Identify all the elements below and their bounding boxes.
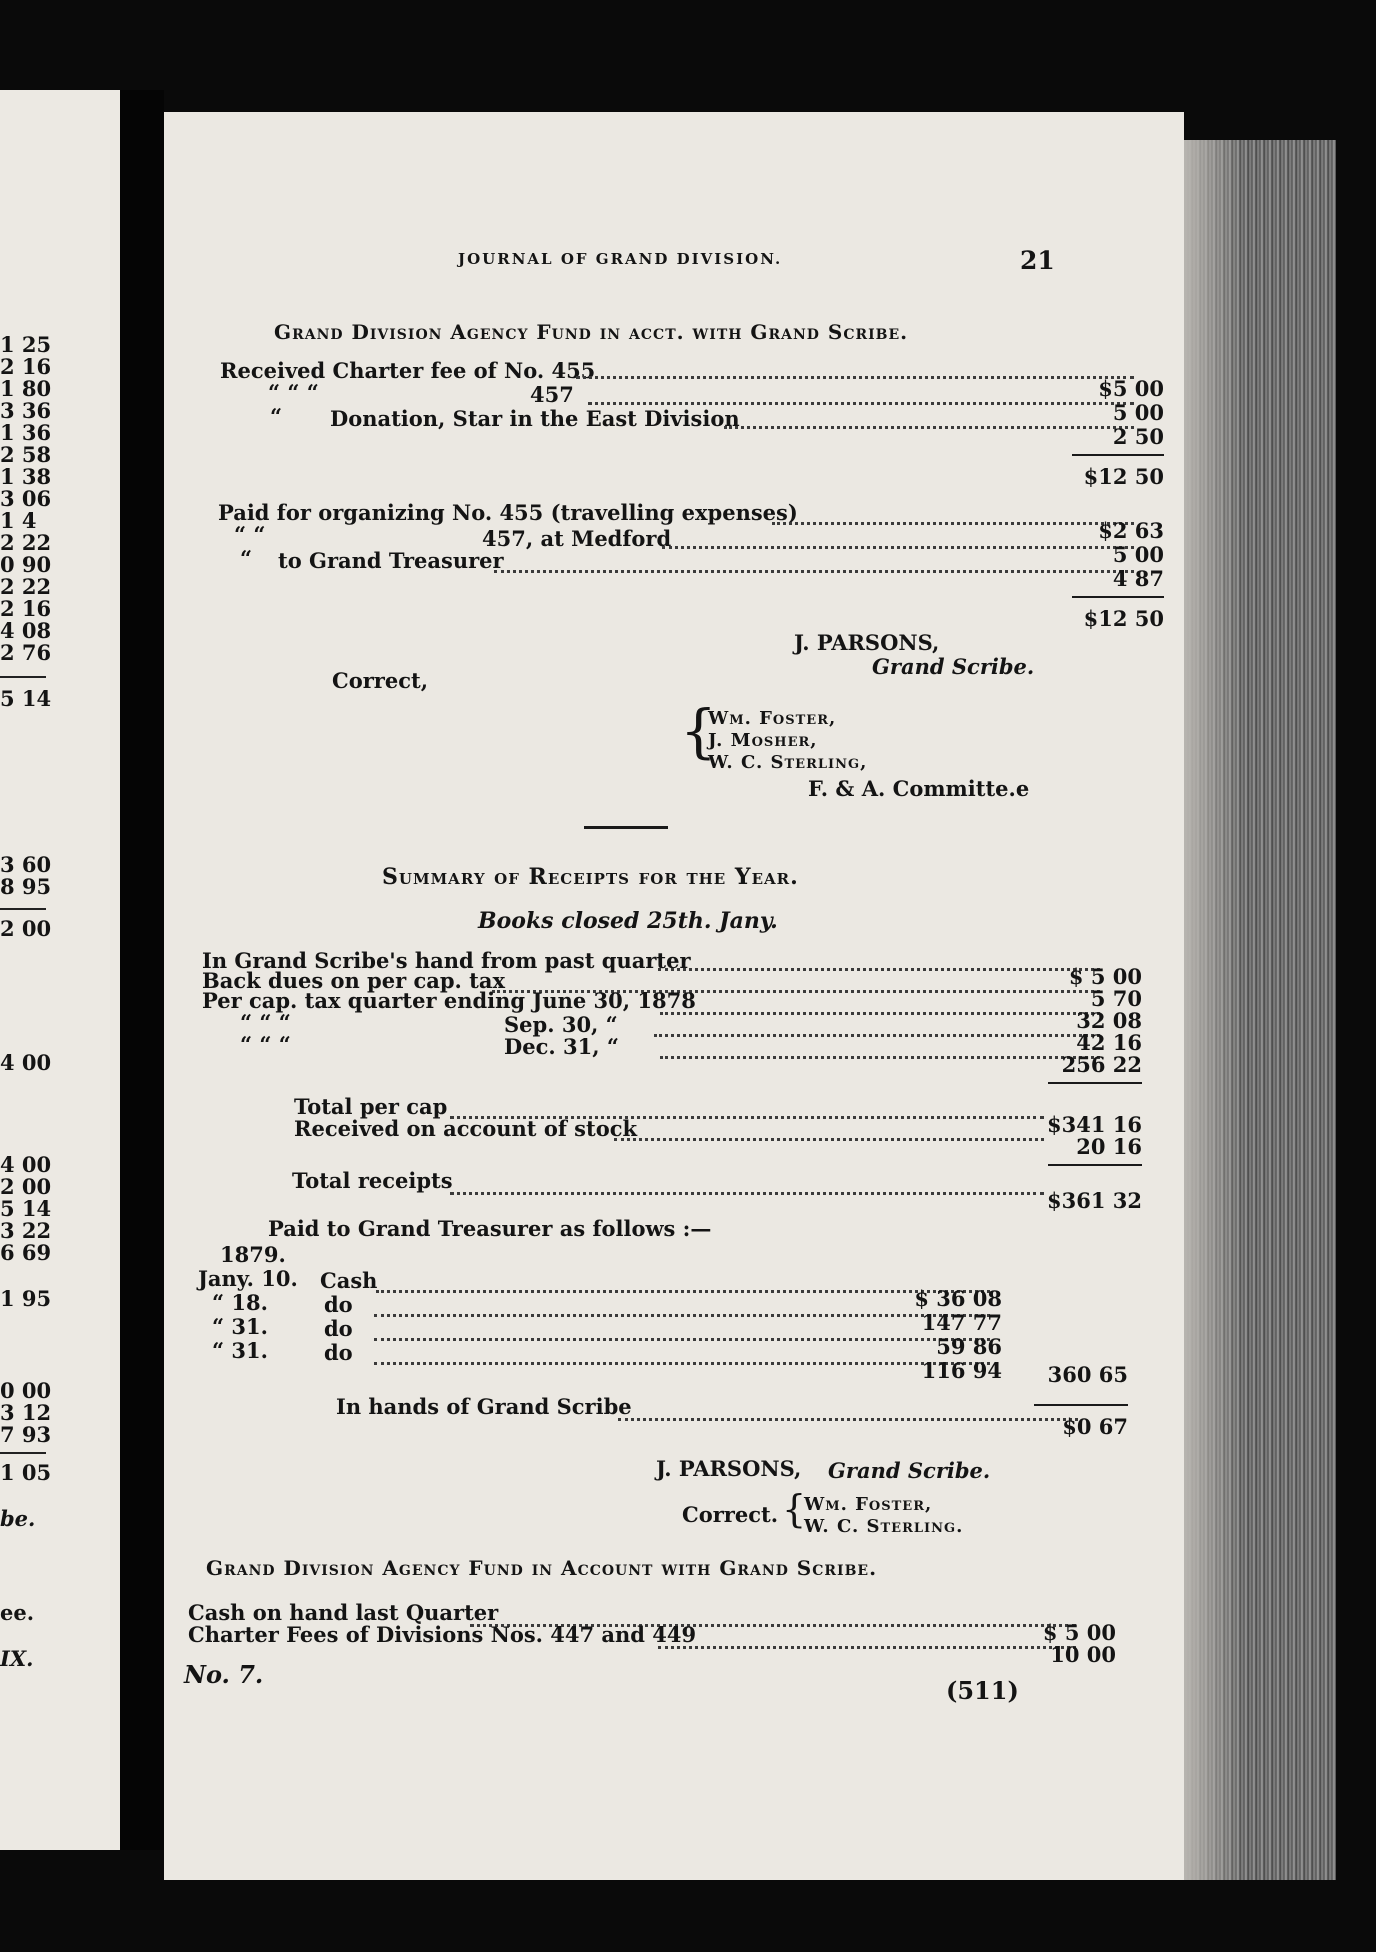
summary-line-label: In Grand Scribe's hand from past quarter [202,948,691,973]
leader-dots [618,1418,1078,1421]
summary-subheading: Books closed 25th. Jany. [478,908,778,934]
ditto-marks: “ “ “ [240,1032,291,1057]
left-fragment: 1 80 [0,376,52,401]
payment-amount: 147 77 [921,1310,1002,1335]
signer-name: J. PARSONS, [794,630,940,655]
summary-line-amount: 42 16 [1076,1030,1142,1055]
left-rule [0,908,46,910]
left-fragment: ee. [0,1600,35,1625]
committee-member: Wm. Foster, [804,1494,933,1515]
summary-line-amount: 32 08 [1076,1008,1142,1033]
left-fragment: 3 36 [0,398,52,423]
payment-amount: $ 36 08 [914,1286,1002,1311]
left-fragment: be. [0,1506,36,1531]
left-fragment: 6 69 [0,1240,52,1265]
received-total: $12 50 [1083,464,1164,489]
leader-dots [614,1138,1044,1141]
fund-line-amount: $ 5 00 [1042,1620,1116,1645]
paid-line-amount: $2 63 [1098,518,1164,543]
left-fragment: 2 58 [0,442,52,467]
ditto-marks: “ “ “ [268,380,319,405]
left-fragment: 8 95 [0,874,52,899]
received-line-amount: 5 00 [1112,400,1164,425]
leader-dots [450,1192,1044,1195]
page-number: 21 [1020,246,1055,275]
total-per-cap: $341 16 [1047,1112,1142,1137]
left-fragment: 2 22 [0,530,52,555]
folio-number: (511) [946,1676,1019,1705]
facing-page-fragment [0,90,120,1850]
left-fragment: 1 4 [0,508,37,533]
brace: { [680,697,717,765]
received-line-amount: 2 50 [1112,424,1164,449]
fund-line-amount: 10 00 [1050,1642,1116,1667]
in-hands-label: In hands of Grand Scribe [336,1394,632,1419]
fund-line-label: Charter Fees of Divisions Nos. 447 and 449 [188,1622,697,1647]
left-fragment: 1 95 [0,1286,52,1311]
left-fragment: 4 00 [0,1152,52,1177]
payment-label: do [324,1340,353,1365]
payment-date: “ 18. [212,1290,268,1315]
section-divider [584,826,668,829]
left-fragment: 1 38 [0,464,52,489]
summary-line-amount: $ 5 00 [1068,964,1142,989]
received-line-label: Received Charter fee of No. 455 [220,358,596,383]
year-label: 1879. [220,1242,286,1267]
signer-title: Grand Scribe. [872,654,1035,679]
left-fragment: 4 00 [0,1050,52,1075]
total-per-cap-label: Total per cap [294,1094,448,1119]
payment-amount: 59 86 [936,1334,1002,1359]
summary-line-label: Sep. 30, “ [504,1012,618,1037]
in-hands-amount: $0 67 [1062,1414,1128,1439]
payment-label: Cash [320,1268,378,1293]
paid-line-amount: 5 00 [1112,542,1164,567]
left-fragment: 2 00 [0,1174,52,1199]
committee-member: W. C. Sterling. [804,1516,964,1537]
agency-fund-heading: Grand Division Agency Fund in Account with Grand Scribe. [206,1556,878,1580]
received-line-amount: $5 00 [1098,376,1164,401]
paid-line-amount: 4 87 [1112,566,1164,591]
committee-member: W. C. Sterling, [708,752,868,773]
payments-total: 360 65 [1047,1362,1128,1387]
left-fragment: 5 14 [0,1196,52,1221]
sum-rule [1034,1404,1128,1406]
agency-fund-heading: Grand Division Agency Fund in acct. with Grand Scribe. [274,320,909,344]
paid-line-label: to Grand Treasurer [278,548,504,573]
sum-rule [1048,1082,1142,1084]
left-fragment: 1 25 [0,332,52,357]
summary-line-label: Back dues on per cap. tax [202,968,505,993]
left-fragment: 7 93 [0,1422,52,1447]
left-fragment: 3 06 [0,486,52,511]
sum-rule [1048,1164,1142,1166]
paid-line-label: Paid for organizing No. 455 (travelling expenses) [218,500,798,525]
left-rule [0,1452,46,1454]
left-fragment: 2 76 [0,640,52,665]
page-edge-shadow [1184,140,1244,1880]
stock-amount: 20 16 [1076,1134,1142,1159]
paid-total: $12 50 [1083,606,1164,631]
ditto-marks: “ [270,404,283,429]
left-fragment: 3 60 [0,852,52,877]
sum-rule [1072,596,1164,598]
correct-label: Correct, [332,668,429,693]
left-fragment: 2 16 [0,596,52,621]
summary-line-label: Dec. 31, “ [504,1034,619,1059]
signer-title: Grand Scribe. [828,1458,991,1483]
total-receipts: $361 32 [1047,1188,1142,1213]
paid-heading: Paid to Grand Treasurer as follows :— [268,1216,712,1241]
received-line-label: Donation, Star in the East Division [330,406,740,431]
book-page [164,112,1184,1880]
sum-rule [1072,454,1164,456]
received-line-label: 457 [530,382,574,407]
left-fragment: 3 12 [0,1400,52,1425]
ditto-marks: “ “ [234,522,266,547]
left-fragment: 2 16 [0,354,52,379]
left-fragment: 1 36 [0,420,52,445]
summary-line-amount: 5 70 [1090,986,1142,1011]
left-fragment: 5 14 [0,686,52,711]
fund-line-label: Cash on hand last Quarter [188,1600,499,1625]
leader-dots [494,570,1134,573]
left-fragment: 3 22 [0,1218,52,1243]
book-gutter [120,90,164,1850]
left-fragment: 4 08 [0,618,52,643]
summary-line-label: Per cap. tax quarter ending June 30, 1878 [202,988,696,1013]
left-fragment: IX. [0,1646,34,1671]
correct-label: Correct. [682,1502,779,1527]
total-receipts-label: Total receipts [292,1168,453,1193]
signer-name: J. PARSONS, [656,1456,802,1481]
committee-member: Wm. Foster, [708,708,837,729]
paid-line-label: 457, at Medford [482,526,672,551]
stock-label: Received on account of stock [294,1116,638,1141]
left-fragment: 2 00 [0,916,52,941]
left-rule [0,676,46,678]
payment-label: do [324,1316,353,1341]
ditto-marks: “ “ “ [240,1010,291,1035]
summary-heading: Summary of Receipts for the Year. [382,864,799,890]
left-fragment: 2 22 [0,574,52,599]
summary-line-amount: 256 22 [1061,1052,1142,1077]
payment-date: “ 31. [212,1338,268,1363]
running-head-title: JOURNAL OF GRAND DIVISION. [458,250,783,268]
left-fragment: 0 00 [0,1378,52,1403]
payment-date: “ 31. [212,1314,268,1339]
committee-title: F. & A. Committe.e [808,776,1030,801]
brace: { [782,1487,807,1531]
signature-mark: No. 7. [184,1660,264,1689]
ditto-marks: “ [240,546,253,571]
payment-amount: 116 94 [921,1358,1002,1383]
leader-dots [576,376,1134,379]
payment-label: do [324,1292,353,1317]
committee-member: J. Mosher, [708,730,818,751]
payment-date: Jany. 10. [198,1266,298,1291]
left-fragment: 0 90 [0,552,52,577]
left-fragment: 1 05 [0,1460,52,1485]
